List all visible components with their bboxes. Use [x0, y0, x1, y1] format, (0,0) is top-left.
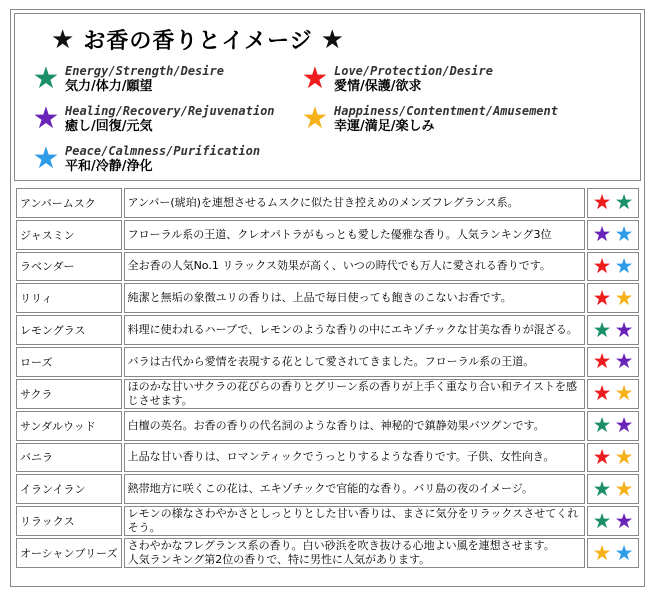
title-star-right-icon: ★ — [320, 24, 345, 55]
incense-description: アンバー(琥珀)を連想させるムスクに似た甘き控えめのメンズフレグランス系。 — [124, 188, 585, 218]
orange-star-icon: ★ — [301, 101, 329, 136]
star-rating — [587, 315, 639, 345]
legend-item-orange — [298, 101, 558, 136]
incense-description: フローラル系の王道、クレオパトラがもっとも愛した優雅な香り。人気ランキング3位 — [124, 220, 585, 250]
purple-star-icon: ★ — [614, 349, 634, 374]
incense-name: ローズ — [16, 347, 122, 377]
table-row — [16, 411, 639, 441]
table-row — [16, 474, 639, 504]
table-row — [16, 220, 639, 250]
legend-en: Peace/Calmness/Purification — [65, 144, 261, 158]
page-title — [43, 24, 353, 55]
star-rating — [587, 283, 639, 313]
incense-name: オーシャンブリーズ — [16, 538, 122, 568]
incense-description: ほのかな甘いサクラの花びらの香りとグリーン系の香りが上手く重なり合い和テイストを感じさせます。 — [124, 379, 585, 409]
legend-item-blue — [29, 141, 261, 176]
green-star-icon: ★ — [592, 508, 612, 533]
incense-description: 純潔と無垢の象徴ユリの香りは、上品で毎日使っても飽きのこないお香です。 — [124, 283, 585, 313]
orange-star-icon: ★ — [614, 444, 634, 469]
red-star-icon: ★ — [592, 285, 612, 310]
incense-table — [14, 186, 641, 570]
star-rating — [587, 538, 639, 568]
incense-name: レモングラス — [16, 315, 122, 345]
incense-description: 白檀の英名。お香の香りの代名詞のような香りは、神秘的で鎮静効果バツグンです。 — [124, 411, 585, 441]
title-star-left-icon: ★ — [51, 24, 76, 55]
orange-star-icon: ★ — [614, 381, 634, 406]
star-rating — [587, 379, 639, 409]
purple-star-icon: ★ — [614, 413, 634, 438]
blue-star-icon: ★ — [614, 253, 634, 278]
table-row — [16, 188, 639, 218]
table-row — [16, 347, 639, 377]
purple-star-icon: ★ — [614, 508, 634, 533]
star-rating — [587, 474, 639, 504]
blue-star-icon: ★ — [614, 222, 634, 247]
star-rating — [587, 506, 639, 536]
table-row — [16, 252, 639, 282]
table-row — [16, 379, 639, 409]
red-star-icon: ★ — [592, 349, 612, 374]
star-rating — [587, 252, 639, 282]
star-rating — [587, 443, 639, 473]
purple-star-icon: ★ — [32, 101, 60, 136]
incense-name: バニラ — [16, 443, 122, 473]
incense-name: リリィ — [16, 283, 122, 313]
legend-box — [14, 13, 641, 181]
purple-star-icon: ★ — [592, 222, 612, 247]
incense-name: リラックス — [16, 506, 122, 536]
red-star-icon: ★ — [592, 253, 612, 278]
legend-jp: 平和/冷静/浄化 — [65, 159, 153, 174]
incense-name: ラベンダー — [16, 252, 122, 282]
incense-description: 全お香の人気No.1 リラックス効果が高く、いつの時代でも万人に愛される香りです。 — [124, 252, 585, 282]
red-star-icon: ★ — [301, 61, 329, 96]
green-star-icon: ★ — [32, 61, 60, 96]
star-rating — [587, 411, 639, 441]
purple-star-icon: ★ — [614, 317, 634, 342]
green-star-icon: ★ — [592, 413, 612, 438]
red-star-icon: ★ — [592, 381, 612, 406]
red-star-icon: ★ — [592, 444, 612, 469]
green-star-icon: ★ — [614, 190, 634, 215]
blue-star-icon: ★ — [614, 540, 634, 565]
incense-description: バラは古代から愛情を表現する花として愛されてきました。フローラル系の王道。 — [124, 347, 585, 377]
star-rating — [587, 347, 639, 377]
legend-jp: 癒し/回復/元気 — [65, 119, 153, 134]
incense-name: イランイラン — [16, 474, 122, 504]
blue-star-icon: ★ — [32, 141, 60, 176]
incense-description: 料理に使われるハーブで、レモンのような香りの中にエキゾチックな甘美な香りが混ざる。 — [124, 315, 585, 345]
legend-jp: 気力/体力/願望 — [65, 79, 153, 94]
green-star-icon: ★ — [592, 476, 612, 501]
green-star-icon: ★ — [592, 317, 612, 342]
star-rating — [587, 220, 639, 250]
incense-description: 熱帯地方に咲くこの花は、エキゾチックで官能的な香り。バリ島の夜のイメージ。 — [124, 474, 585, 504]
legend-item-purple — [29, 101, 275, 136]
table-row — [16, 315, 639, 345]
title-text: お香の香りとイメージ — [83, 29, 313, 54]
incense-description: さわやかなフレグランス系の香り。白い砂浜を吹き抜ける心地よい風を連想させます。 人気ランキング第2位の香りで、特に男性に人気があります。 — [124, 538, 585, 568]
orange-star-icon: ★ — [592, 540, 612, 565]
table-row — [16, 538, 639, 568]
table-row — [16, 283, 639, 313]
table-row — [16, 443, 639, 473]
legend-jp: 幸運/満足/楽しみ — [334, 119, 435, 134]
incense-description: 上品な甘い香りは、ロマンティックでうっとりするような香りです。子供、女性向き。 — [124, 443, 585, 473]
incense-name: サンダルウッド — [16, 411, 122, 441]
content-frame — [10, 9, 645, 587]
incense-name: サクラ — [16, 379, 122, 409]
legend-en: Love/Protection/Desire — [334, 64, 493, 78]
incense-description: レモンの様なさわやかさとしっとりとした甘い香りは、まさに気分をリラックスさせてくれそう。 — [124, 506, 585, 536]
incense-name: ジャスミン — [16, 220, 122, 250]
legend-item-green — [29, 61, 224, 96]
legend-item-red — [298, 61, 493, 96]
table-row — [16, 506, 639, 536]
legend-jp: 愛情/保護/欲求 — [334, 79, 422, 94]
legend-en: Happiness/Contentment/Amusement — [334, 104, 558, 118]
incense-name: アンバームスク — [16, 188, 122, 218]
legend-en: Healing/Recovery/Rejuvenation — [65, 104, 275, 118]
star-rating — [587, 188, 639, 218]
legend-en: Energy/Strength/Desire — [65, 64, 224, 78]
orange-star-icon: ★ — [614, 476, 634, 501]
orange-star-icon: ★ — [614, 285, 634, 310]
red-star-icon: ★ — [592, 190, 612, 215]
